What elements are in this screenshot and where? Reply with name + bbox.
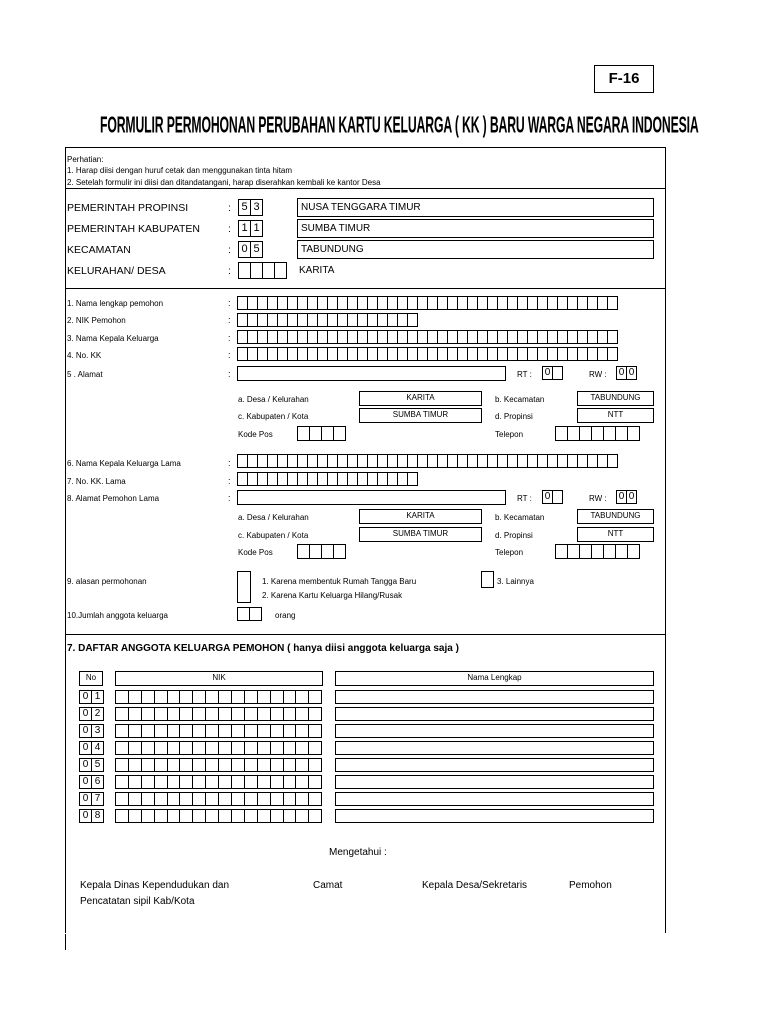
kabupaten-value[interactable]: SUMBA TIMUR — [359, 408, 482, 423]
notice-heading: Perhatian: — [67, 155, 104, 164]
alamat-label: 5 . Alamat — [67, 370, 103, 379]
alamat-field[interactable] — [237, 366, 506, 381]
kepala-lama-label: 6. Nama Kepala Keluarga Lama — [67, 459, 181, 468]
char-cell[interactable] — [333, 426, 346, 441]
alasan-checkbox-1[interactable] — [237, 571, 251, 603]
propinsi-name-field[interactable]: NUSA TENGGARA TIMUR — [297, 198, 654, 217]
kecamatan-lama-value[interactable]: TABUNDUNG — [577, 509, 654, 524]
nokk-cells[interactable] — [237, 347, 617, 361]
char-cell[interactable] — [607, 330, 618, 344]
kabupaten-label-a: c. Kabupaten / Kota — [238, 412, 309, 421]
kodepos-lama-cells[interactable] — [297, 544, 345, 559]
rt-label: RT : — [517, 370, 532, 379]
char-cell[interactable] — [627, 544, 640, 559]
rw-label: RW : — [589, 370, 607, 379]
rw-lama-cells[interactable]: 0 0 — [616, 490, 636, 504]
rw-lama-label: RW : — [589, 494, 607, 503]
member-nik-cells[interactable] — [115, 792, 321, 806]
kepala-lama-cells[interactable] — [237, 454, 617, 468]
kabupaten-code[interactable]: 1 1 — [238, 220, 262, 237]
kodepos-label: Kode Pos — [238, 430, 273, 439]
kodepos-lama-label: Kode Pos — [238, 548, 273, 557]
member-nik-cells[interactable] — [115, 809, 321, 823]
form-code-box — [594, 65, 654, 93]
rt-cells[interactable]: 0 — [542, 366, 562, 380]
members-heading: 7. DAFTAR ANGGOTA KELUARGA PEMOHON ( hanya diisi anggota keluarga saja ) — [67, 643, 459, 654]
member-nik-cells[interactable] — [115, 724, 321, 738]
desa-value[interactable]: KARITA — [359, 391, 482, 406]
member-no: 0 5 — [79, 758, 103, 772]
member-no: 0 8 — [79, 809, 103, 823]
jumlah-anggota-label: 10.Jumlah anggota keluarga — [67, 611, 168, 620]
desa-lama-value[interactable]: KARITA — [359, 509, 482, 524]
member-nik-cells[interactable] — [115, 707, 321, 721]
alasan-checkbox-3[interactable] — [481, 571, 494, 588]
char-cell[interactable] — [607, 454, 618, 468]
char-cell[interactable] — [607, 347, 618, 361]
char-cell[interactable] — [407, 313, 418, 327]
desa-lama-label: a. Desa / Kelurahan — [238, 513, 309, 522]
nokk-label: 4. No. KK — [67, 351, 102, 360]
alamat-lama-label: 8. Alamat Pemohon Lama — [67, 494, 160, 503]
nokk-lama-label: 7. No. KK. Lama — [67, 477, 126, 486]
propinsi-lama-label: d. Propinsi — [495, 531, 533, 540]
col-nama-header: Nama Lengkap — [335, 671, 654, 686]
telepon-label: Telepon — [495, 430, 524, 439]
propinsi-lama-value[interactable]: NTT — [577, 527, 654, 542]
kadis-line-2: Pencatatan sipil Kab/Kota — [80, 896, 195, 907]
telepon-cells[interactable] — [555, 426, 639, 441]
jumlah-anggota-cells[interactable] — [237, 607, 261, 621]
char-cell[interactable] — [407, 472, 418, 486]
member-no: 0 1 — [79, 690, 103, 704]
kadis-line-1: Kepala Dinas Kependudukan dan — [80, 880, 230, 891]
member-nik-cells[interactable] — [115, 741, 321, 755]
rt-lama-label: RT : — [517, 494, 532, 503]
member-name-field[interactable] — [335, 792, 654, 806]
desa-label: a. Desa / Kelurahan — [238, 395, 309, 404]
member-name-field[interactable] — [335, 741, 654, 755]
nama-pemohon-cells[interactable] — [237, 296, 617, 310]
kodepos-cells[interactable] — [297, 426, 345, 441]
nama-pemohon-label: 1. Nama lengkap pemohon — [67, 299, 164, 308]
kelurahan-name: KARITA — [299, 265, 335, 276]
member-nik-cells[interactable] — [115, 775, 321, 789]
alasan-option-3: 3. Lainnya — [497, 577, 534, 586]
kepala-keluarga-label: 3. Nama Kepala Keluarga — [67, 334, 159, 343]
kecamatan-label: KECAMATAN — [67, 244, 131, 256]
member-nik-cells[interactable] — [115, 690, 321, 704]
member-name-field[interactable] — [335, 809, 654, 823]
col-no-header: No — [79, 671, 103, 686]
char-cell[interactable] — [627, 426, 640, 441]
member-name-field[interactable] — [335, 775, 654, 789]
kecamatan-lama-label: b. Kecamatan — [495, 513, 545, 522]
kabupaten-lama-label: c. Kabupaten / Kota — [238, 531, 309, 540]
kepala-desa: Kepala Desa/Sekretaris — [422, 880, 528, 891]
telepon-lama-label: Telepon — [495, 548, 524, 557]
char-cell[interactable] — [607, 296, 618, 310]
notice-line-2: 2. Setelah formulir ini diisi dan ditandatangani, harap diserahkan kembali ke kantor Desa — [67, 178, 381, 187]
member-name-field[interactable] — [335, 690, 654, 704]
telepon-lama-cells[interactable] — [555, 544, 639, 559]
alasan-option-2: 2. Karena Kartu Keluarga Hilang/Rusak — [262, 591, 403, 600]
member-no: 0 2 — [79, 707, 103, 721]
propinsi-value[interactable]: NTT — [577, 408, 654, 423]
alasan-option-1: 1. Karena membentuk Rumah Tangga Baru — [262, 577, 417, 586]
notice-line-1: 1. Harap diisi dengan huruf cetak dan menggunakan tinta hitam — [67, 166, 293, 175]
nik-pemohon-label: 2. NIK Pemohon — [67, 316, 126, 325]
member-no: 0 7 — [79, 792, 103, 806]
kecamatan-name-field[interactable]: TABUNDUNG — [297, 240, 654, 259]
kabupaten-label: PEMERINTAH KABUPATEN — [67, 223, 201, 235]
kepala-keluarga-cells[interactable] — [237, 330, 617, 344]
mengetahui: Mengetahui : — [329, 847, 387, 858]
nik-pemohon-cells[interactable] — [237, 313, 417, 327]
kabupaten-name-field[interactable]: SUMBA TIMUR — [297, 219, 654, 238]
char-cell[interactable] — [333, 544, 346, 559]
kecamatan-code[interactable]: 0 5 — [238, 241, 262, 258]
propinsi-code[interactable]: 5 3 — [238, 199, 262, 216]
member-name-field[interactable] — [335, 724, 654, 738]
alasan-label: 9. alasan permohonan — [67, 577, 147, 586]
jumlah-anggota-unit: orang — [275, 611, 296, 620]
rw-cells[interactable]: 0 0 — [616, 366, 636, 380]
kelurahan-label: KELURAHAN/ DESA — [67, 265, 166, 277]
member-no: 0 4 — [79, 741, 103, 755]
alamat-lama-field[interactable] — [237, 490, 506, 505]
nokk-lama-cells[interactable] — [237, 472, 417, 486]
propinsi-label: PEMERINTAH PROPINSI — [67, 202, 189, 214]
kabupaten-lama-value[interactable]: SUMBA TIMUR — [359, 527, 482, 542]
member-name-field[interactable] — [335, 707, 654, 721]
member-name-field[interactable] — [335, 758, 654, 772]
col-nik-header: NIK — [115, 671, 323, 686]
rt-lama-cells[interactable]: 0 — [542, 490, 562, 504]
kelurahan-code[interactable] — [238, 262, 286, 279]
member-nik-cells[interactable] — [115, 758, 321, 772]
propinsi-label-a: d. Propinsi — [495, 412, 533, 421]
camat: Camat — [313, 880, 343, 891]
member-no: 0 6 — [79, 775, 103, 789]
kecamatan-value[interactable]: TABUNDUNG — [577, 391, 654, 406]
kecamatan-label-a: b. Kecamatan — [495, 395, 545, 404]
pemohon: Pemohon — [569, 880, 612, 891]
member-no: 0 3 — [79, 724, 103, 738]
form-code: F-16 — [608, 70, 640, 87]
form-title: FORMULIR PERMOHONAN PERUBAHAN KARTU KELUARGA ( KK ) BARU WARGA NEGARA INDONESIA — [100, 112, 699, 138]
